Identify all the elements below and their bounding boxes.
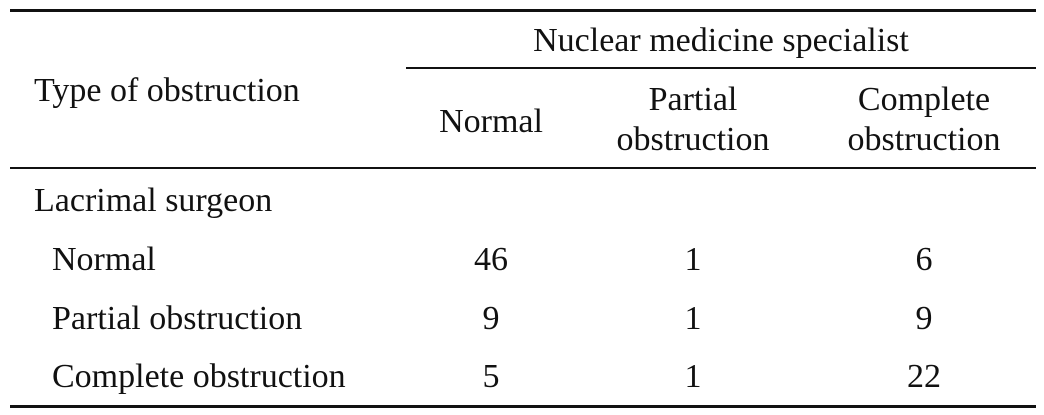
column-group-rule [406, 67, 1036, 69]
row-label-normal: Normal [52, 241, 156, 278]
table-cell: 1 [684, 241, 702, 278]
column-header-line: Complete [857, 81, 991, 118]
table-bottom-rule [10, 405, 1036, 408]
table-cell: 22 [907, 358, 941, 395]
column-header-text: Normal [439, 103, 543, 140]
row-group-label: Lacrimal surgeon [34, 182, 273, 219]
column-group-header: Nuclear medicine specialist [533, 22, 909, 59]
column-header-complete-obstruction [812, 80, 1036, 160]
row-label-complete-obstruction: Complete obstruction [52, 358, 346, 395]
column-header-line: Partial [648, 81, 738, 118]
table-cell: 5 [482, 358, 500, 395]
table-top-rule [10, 9, 1036, 12]
column-header-normal [406, 103, 576, 141]
column-header-line: obstruction [847, 121, 1001, 158]
table-cell: 9 [482, 300, 500, 337]
table-cell: 1 [684, 300, 702, 337]
column-header-partial-obstruction [586, 80, 800, 160]
row-label-partial-obstruction: Partial obstruction [52, 300, 303, 337]
header-bottom-rule [10, 167, 1036, 169]
table-cell: 9 [915, 300, 933, 337]
table-cell: 6 [915, 241, 933, 278]
table-cell: 1 [684, 358, 702, 395]
column-header-line: obstruction [616, 121, 770, 158]
row-header: Type of obstruction [34, 72, 300, 109]
table-cell: 46 [474, 241, 508, 278]
